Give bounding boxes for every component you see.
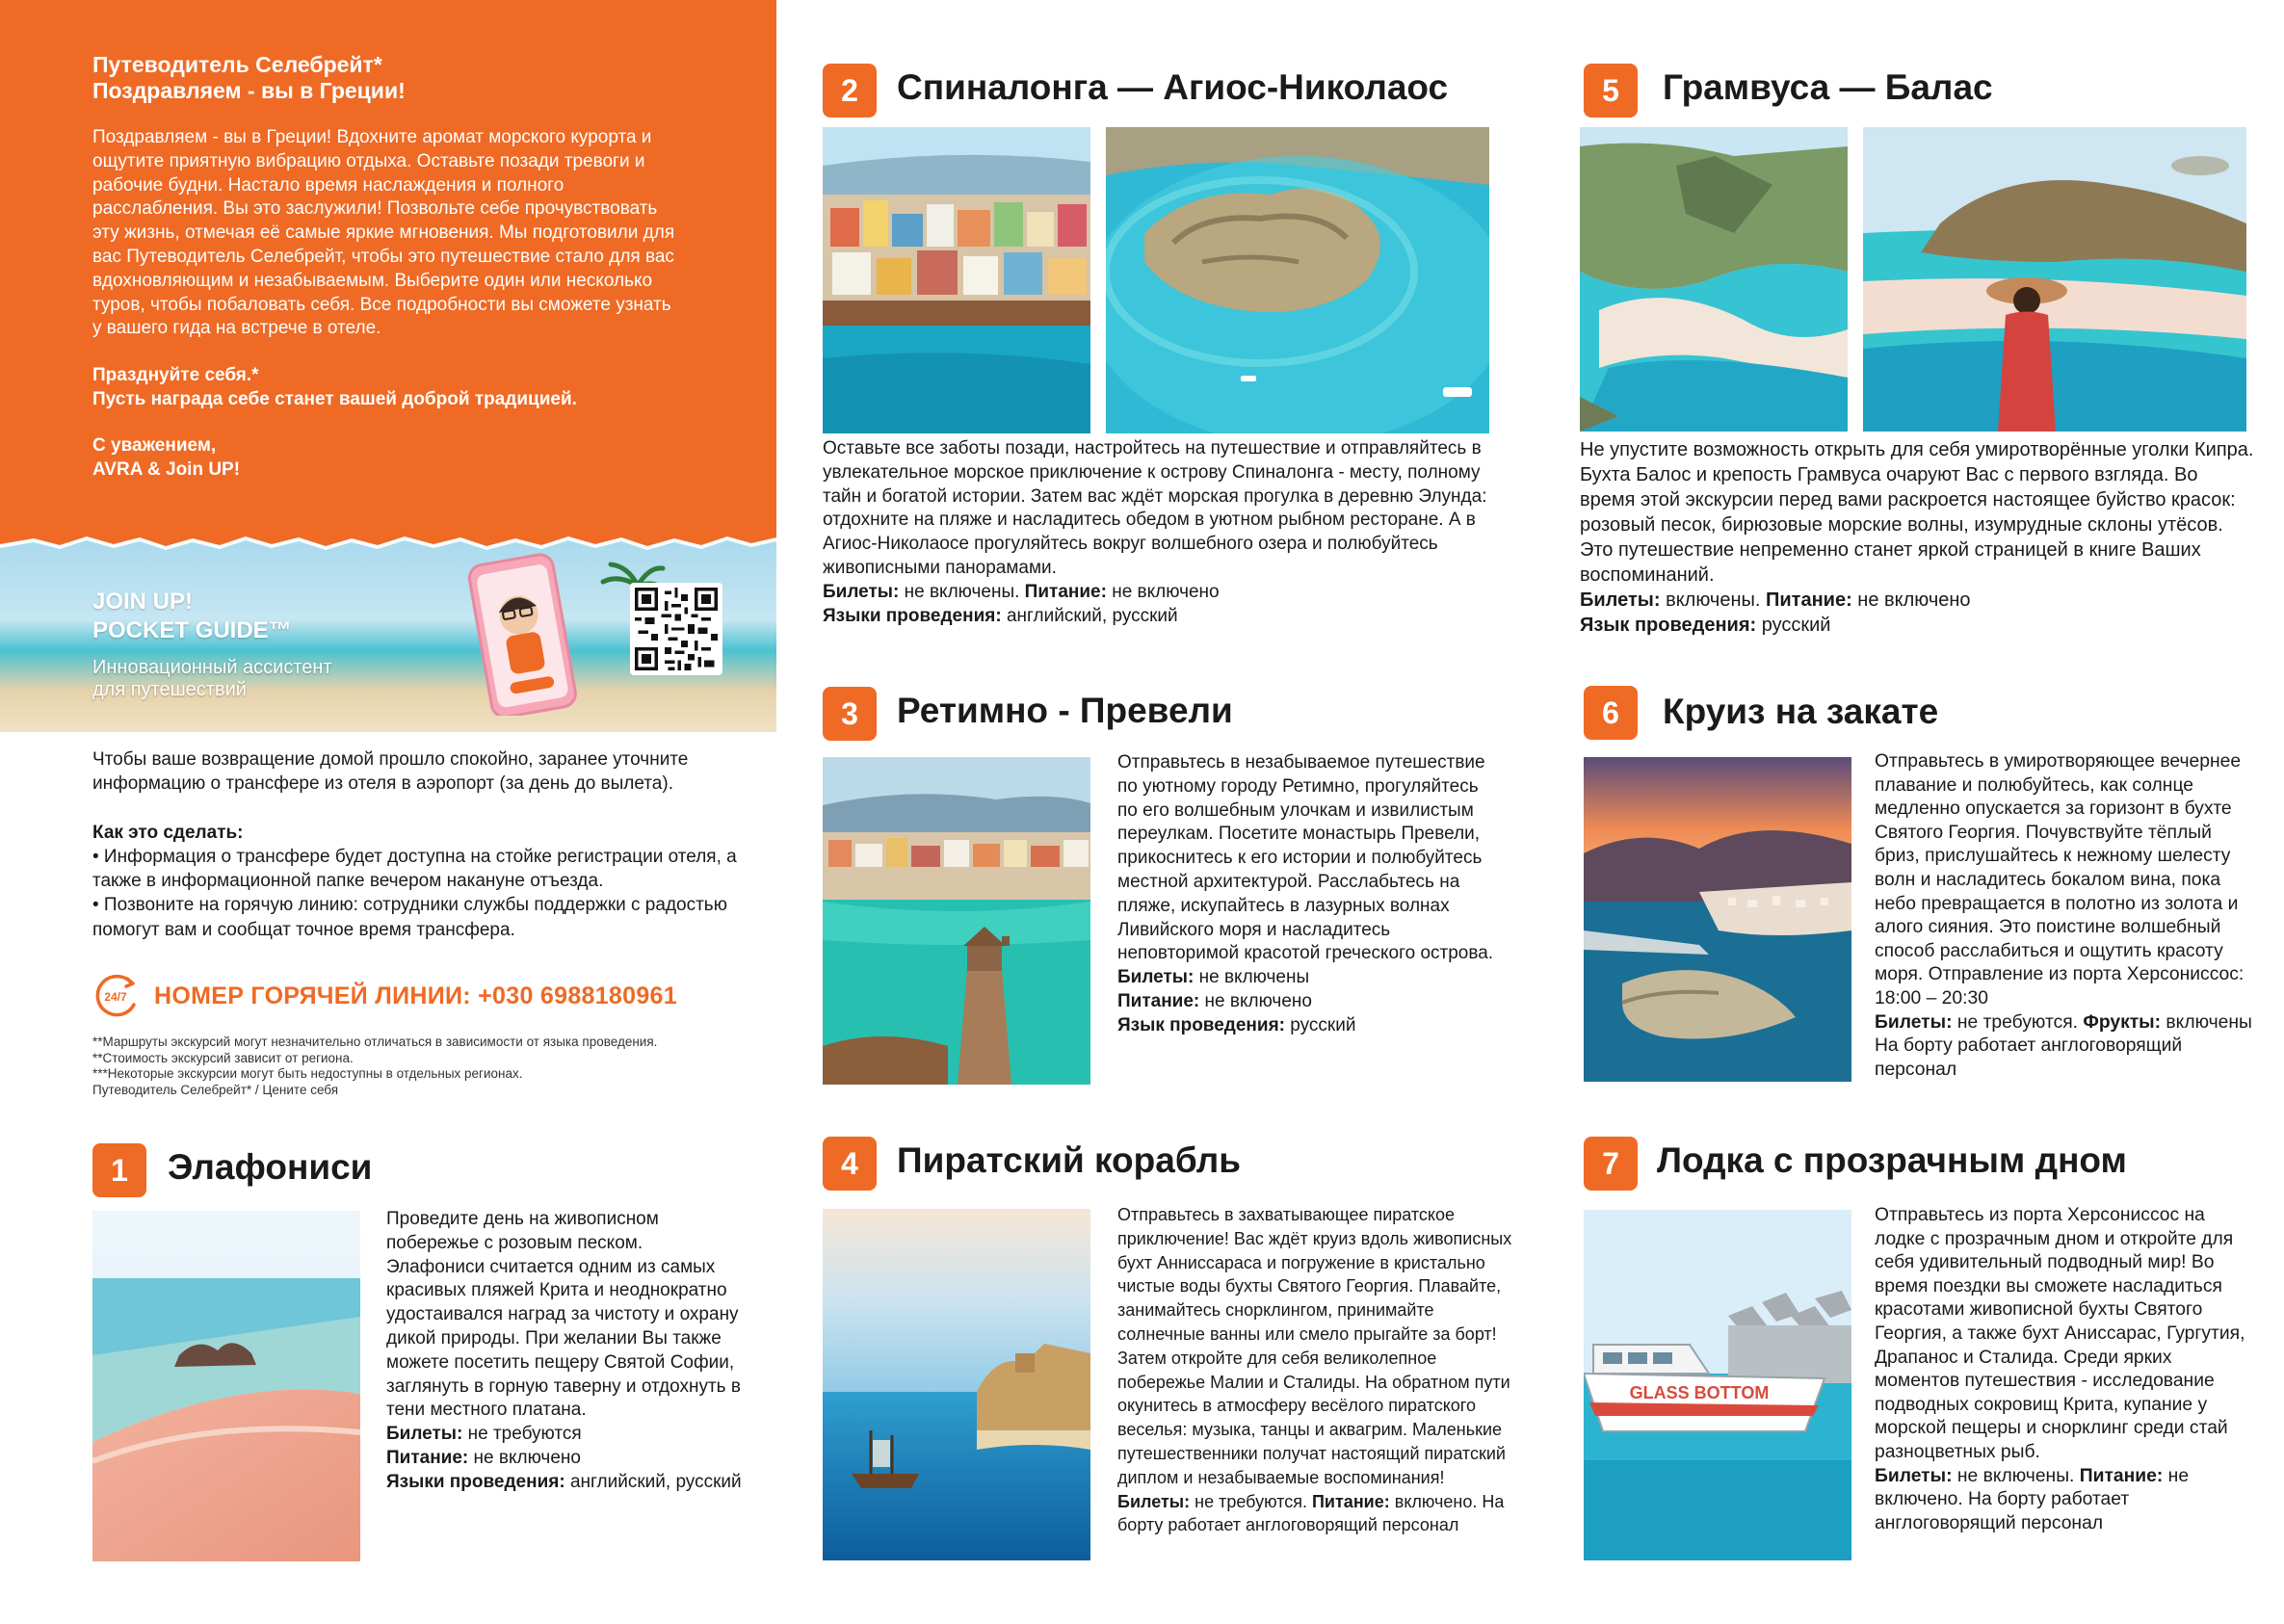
tour-5-languages-label: Язык проведения:	[1580, 615, 1757, 636]
tour-6-fruits-value: включены	[2161, 1011, 2252, 1033]
tour-3-tickets	[1117, 966, 1503, 990]
tour-6-desc-text: Отправьтесь в умиротворяющее вечернее плавание и полюбуйтесь, как солнце медленно опускается за горизонт в бухте Святого Георгия. Почувствуйте тёплый бриз, прислушайтесь к нежному шелесту волн и насладитесь бокалом вина, пока небо превращается в полотно из золота и алого сияния. Это поистине волшебный способ расслабиться и ощутить красоту моря. Отправление из порта Херсониссос: 18:00 – 20:30	[1875, 751, 2245, 1008]
tour-2-photo-town	[823, 127, 1090, 433]
tour-4-tickets-value: не требуются.	[1190, 1491, 1312, 1511]
tour-5-description	[1580, 437, 2254, 638]
tour-4-desc-text: Отправьтесь в захватывающее пиратское приключение! Вас ждёт круиз вдоль живописных бухт Анниссараса и погружение в кристально чистые воды бухты Святого Георгия. Плавайте, занимайтесь снорклингом, принимайте солнечные ванны или смело прыгайте за борт! Затем откройте для себя великолепное побережье Малии и Сталиды. На обратном пути окунитесь в атмосферу весёлого пиратского веселья: музыка, танцы и аквагрим. Маленькие путешественники получат настоящий пиратский диплом и незабываемые воспоминания!	[1117, 1205, 1512, 1487]
tour-5-photo-woman	[1863, 127, 2246, 432]
tour-3-food-value: не включено	[1199, 990, 1312, 1011]
intro-title-line1: Путеводитель Селебрейт*	[92, 52, 382, 77]
tour-1-desc-text: Проведите день на живописном побережье с розовым песком. Элафониси считается одним из самых красивых пляжей Крита и неоднократно удостаивался наград за чистоту и охрану дикой природы. При желании Вы также можете посетить пещеру Святой Софии, заглянуть в горную таверну и отдохнуть в тени местного платана.	[386, 1209, 741, 1421]
tour-3-description	[1117, 751, 1503, 1038]
tour-7-tickets-value: не включены.	[1952, 1465, 2080, 1486]
tour-2-tickets-value: не включены.	[899, 581, 1025, 602]
tour-1-tickets-label: Билеты:	[386, 1424, 463, 1445]
tour-5-number-badge: 5	[1584, 64, 1638, 118]
tour-5-photo-lagoon	[1580, 127, 1848, 432]
tour-1-languages-value: английский, русский	[564, 1471, 742, 1492]
tour-1-tickets	[386, 1423, 745, 1447]
qr-code[interactable]	[630, 583, 722, 675]
tour-6-tickets-label: Билеты:	[1875, 1011, 1953, 1033]
tour-2-tickets-label: Билеты:	[823, 581, 900, 602]
tour-6-fruits-label: Фрукты:	[2083, 1011, 2162, 1033]
torn-edge-decoration	[0, 528, 776, 553]
intro-body: Поздравляем - вы в Греции! Вдохните аромат морского курорта и ощутите приятную вибрацию отдыха. Оставьте позади тревоги и рабочие будни. Настало время наслаждения и полного расслабления. Вы это заслужили! Позвольте себе прочувствовать эту жизнь, отмечая её самые яркие мгновения. Мы подготовили для вас Путеводитель Селебрейт, чтобы это путешествие стало для вас вдохновляющим и незабываемым. Выберите один или несколько туров, чтобы побаловать себя. Все подробности вы сможете узнать у вашего гида на встрече в отеле.	[92, 127, 675, 339]
tour-2-title: Спиналонга — Агиос-Николаос	[897, 67, 1449, 107]
tour-2-description	[823, 437, 1516, 628]
intro-regards	[92, 434, 684, 482]
tour-7-food-label: Питание:	[2079, 1465, 2164, 1486]
tour-5-languages-value: русский	[1756, 615, 1831, 636]
promo-title	[92, 588, 292, 645]
tour-1-food-value: не включено	[468, 1447, 581, 1468]
tour-3-number-badge: 3	[823, 687, 877, 741]
tour-6-title: Круиз на закате	[1663, 692, 1939, 731]
tour-5-tickets-label: Билеты:	[1580, 589, 1661, 611]
transfer-text: Чтобы ваше возвращение домой прошло спокойно, заранее уточните информацию о трансфере из отеля в аэропорт (за день до вылета).	[92, 749, 689, 795]
tour-3-food	[1117, 990, 1503, 1014]
tour-5-desc-text: Не упустите возможность открыть для себя умиротворённые уголки Кипра. Бухта Балос и крепость Грамвуса очаруют Вас с первого взгляда. Во время этой экскурсии перед вами раскроется настоящее буйство красок: розовый песок, бирюзовые морские волны, изумрудные склоны утёсов. Это путешествие непременно станет яркой страницей в книге Ваших воспоминаний.	[1580, 439, 2254, 586]
tour-1-languages-label: Языки проведения:	[386, 1471, 565, 1492]
promo-title-line1: JOIN UP!	[92, 589, 194, 615]
tour-3-desc-text: Отправьтесь в незабываемое путешествие по уютному городу Ретимно, прогуляйтесь по его волшебным улочкам и извилистым переулкам. Посетите монастырь Превели, прикоснитесь к его истории и полюбуйтесь местной архитектурой. Расслабьтесь на пляже, искупайтесь в лазурных волнах Ливийского моря и насладитесь неповторимой красотой греческого острова.	[1117, 752, 1494, 964]
tour-1-tickets-value: не требуются	[462, 1424, 582, 1445]
tour-3-tickets-label: Билеты:	[1117, 967, 1195, 988]
tour-3-languages-value: русский	[1285, 1014, 1356, 1035]
tour-6-staff: На борту работает англоговорящий персонал	[1875, 1035, 2183, 1080]
transfer-bullet-2: • Позвоните на горячую линию: сотрудники службы поддержки с радостью помогут вам и сообщат точное время трансфера.	[92, 895, 727, 940]
tour-2-languages-value: английский, русский	[1001, 605, 1178, 626]
tour-4-tickets-label: Билеты:	[1117, 1491, 1191, 1511]
hotline-badge-text: 24/7	[104, 990, 127, 1004]
tour-6-tickets-value: не требуются.	[1952, 1011, 2084, 1033]
tour-5-tickets-food	[1580, 588, 2254, 613]
footnote-1: **Маршруты экскурсий могут незначительно отличаться в зависимости от языка проведения.	[92, 1035, 658, 1049]
tour-5-food-label: Питание:	[1765, 589, 1852, 611]
tour-5-food-value: не включено	[1851, 589, 1971, 611]
intro-panel	[0, 0, 776, 539]
footnote-3: ***Некоторые экскурсии могут быть недоступны в отдельных регионах.	[92, 1066, 523, 1082]
footnote-4: Путеводитель Селебрейт* / Цените себя	[92, 1082, 339, 1097]
tour-6-tickets-fruits	[1875, 1011, 2260, 1035]
tour-4-description	[1117, 1203, 1512, 1537]
intro-celebrate-line2: Пусть награда себе станет вашей доброй традицией.	[92, 388, 577, 409]
tour-1-title: Элафониси	[168, 1147, 373, 1187]
promo-subtitle-line1: Инновационный ассистент	[92, 657, 332, 678]
tour-2-tickets-food	[823, 581, 1516, 605]
tour-3-languages-label: Язык проведения:	[1117, 1014, 1285, 1035]
tour-6-photo	[1584, 757, 1851, 1082]
tour-7-desc-text: Отправьтесь из порта Херсониссос на лодке с прозрачным дном и откройте для себя удивительный подводный мир! Во время поездки вы сможете насладиться красотами живописной бухты Святого Георгия, а также бухт Аниссарас, Гургутия, Драпанос и Сталида. Среди ярких моментов путешествия - исследование подводных сокровищ Крита, купание у морской пещеры и снорклинг среди стай разноцветных рыб.	[1875, 1205, 2245, 1462]
boat-label-text: GLASS BOTTOM	[1629, 1383, 1770, 1402]
tour-1-number-badge: 1	[92, 1143, 146, 1197]
tour-2-food-label: Питание:	[1024, 581, 1107, 602]
promo-title-line2: POCKET GUIDE™	[92, 617, 292, 643]
pocket-guide-banner[interactable]	[0, 528, 776, 732]
tour-1-description	[386, 1208, 745, 1495]
tour-3-photo	[823, 757, 1090, 1085]
tour-2-photo-island	[1106, 127, 1489, 433]
tour-5-tickets-value: включены.	[1660, 589, 1766, 611]
tour-4-food-value: включено. На борту работает англоговорящий персонал	[1117, 1491, 1505, 1535]
intro-celebrate-line1: Празднуйте себя.*	[92, 365, 259, 386]
footnote-2: **Стоимость экскурсий зависит от региона.	[92, 1050, 354, 1065]
tour-1-photo	[92, 1211, 360, 1561]
intro-regards-line2: AVRA & Join UP!	[92, 458, 241, 480]
transfer-how-title: Как это сделать:	[92, 822, 244, 843]
tour-6-number-badge: 6	[1584, 686, 1638, 740]
tour-2-food-value: не включено	[1106, 581, 1220, 602]
tour-4-title: Пиратский корабль	[897, 1140, 1242, 1180]
promo-subtitle-line2: для путешествий	[92, 679, 247, 700]
hotline-text[interactable]: НОМЕР ГОРЯЧЕЙ ЛИНИИ: +030 6988180961	[154, 982, 677, 1009]
tour-3-languages	[1117, 1014, 1503, 1038]
tour-3-food-label: Питание:	[1117, 990, 1200, 1011]
tour-7-description	[1875, 1204, 2260, 1535]
tour-3-tickets-value: не включены	[1194, 967, 1310, 988]
tour-6-description	[1875, 750, 2260, 1082]
tour-5-languages	[1580, 613, 2254, 638]
tour-7-tickets-label: Билеты:	[1875, 1465, 1953, 1486]
tour-2-number-badge: 2	[823, 64, 877, 118]
tour-1-food	[386, 1447, 745, 1471]
tour-7-title: Лодка с прозрачным дном	[1657, 1140, 2127, 1180]
intro-celebrate	[92, 364, 684, 411]
tour-7-number-badge: 7	[1584, 1137, 1638, 1191]
tour-7-food-value: не включено. На борту работает англоговорящий персонал	[1875, 1465, 2190, 1533]
qr-code-icon	[635, 588, 718, 670]
tour-7-tickets-food	[1875, 1465, 2260, 1536]
tour-4-food-label: Питание:	[1311, 1491, 1390, 1511]
tour-4-number-badge: 4	[823, 1137, 877, 1191]
intro-regards-line1: С уважением,	[92, 435, 217, 457]
tour-2-languages	[823, 605, 1516, 629]
tour-2-desc-text: Оставьте все заботы позади, настройтесь на путешествие и отправляйтесь в увлекательное морское приключение к острову Спиналонга - месту, полному тайн и богатой истории. Затем вас ждёт морская прогулка в деревню Элунда: отдохните на пляже и насладитесь обедом в уютном рыбном ресторане. А в Агиос-Николаосе прогуляйтесь вокруг волшебного озера и полюбуйтесь живописными панорамами.	[823, 438, 1487, 578]
footnotes	[92, 1035, 709, 1098]
hotline-24-7-icon	[92, 974, 141, 1018]
transfer-bullet-1: • Информация о трансфере будет доступна на стойке регистрации отеля, а также в информационной папке вечером накануне отъезда.	[92, 846, 737, 892]
tour-5-title: Грамвуса — Балас	[1663, 67, 1993, 107]
tour-2-languages-label: Языки проведения:	[823, 605, 1002, 626]
tour-1-languages	[386, 1471, 745, 1495]
tour-3-title: Ретимно - Превели	[897, 691, 1233, 730]
phone-mascot-icon	[460, 547, 586, 716]
intro-title-line2: Поздравляем - вы в Греции!	[92, 78, 406, 103]
tour-4-tickets-food	[1117, 1490, 1512, 1538]
promo-subtitle	[92, 657, 332, 701]
tour-1-food-label: Питание:	[386, 1447, 469, 1468]
transfer-info	[92, 747, 748, 942]
hotline[interactable]	[92, 973, 767, 1019]
tour-7-photo	[1584, 1210, 1851, 1560]
tour-4-photo	[823, 1209, 1090, 1560]
